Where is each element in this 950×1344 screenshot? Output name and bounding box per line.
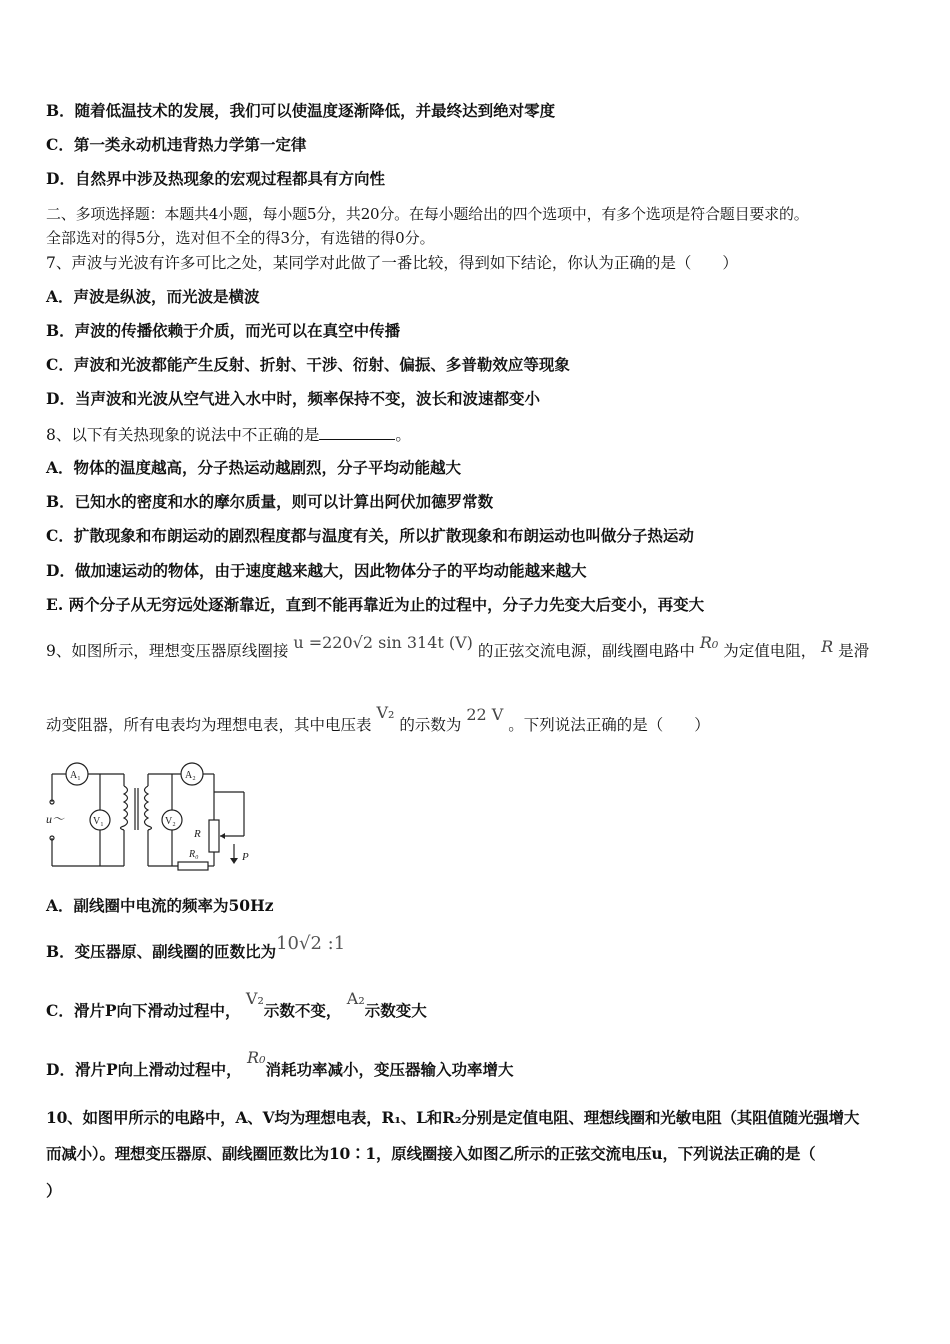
q9-text-3: 为定值电阻， bbox=[723, 642, 817, 660]
section2-header-line2: 全部选对的得5分，选对但不全的得3分，有选错的得0分。 bbox=[46, 229, 435, 247]
q8-option-b: B．已知水的密度和水的摩尔质量，则可以计算出阿伏加德罗常数 bbox=[46, 492, 494, 511]
q9-option-b-text: B．变压器原、副线圈的匝数比为 bbox=[46, 942, 277, 961]
q10-stem-line2: 而减小）。理想变压器原、副线圈匝数比为10∶1，原线圈接入如图乙所示的正弦交流电压u，下列说法正确的是（ bbox=[46, 1144, 816, 1163]
circuit-r0-label: R₀ bbox=[189, 849, 199, 860]
q9-option-c-text-1: C．滑片P向下滑动过程中， bbox=[46, 1001, 241, 1020]
q9-turns-ratio: 10√2 :1 bbox=[276, 933, 346, 954]
q7-option-b: B．声波的传播依赖于介质，而光可以在真空中传播 bbox=[46, 321, 401, 340]
q7-stem: 7、声波与光波有许多可比之处，某同学对此做了一番比较，得到如下结论，你认为正确的是（ ） bbox=[46, 254, 738, 272]
q8-option-a: A．物体的温度越高，分子热运动越剧烈，分子平均动能越大 bbox=[46, 458, 462, 477]
q9-option-d bbox=[46, 1048, 910, 1081]
q9-option-d-text-2: 消耗功率减小，变压器输入功率增大 bbox=[265, 1060, 514, 1079]
q9-option-c-text-3: 示数变大 bbox=[364, 1001, 427, 1020]
q9-r-symbol: R bbox=[821, 637, 834, 656]
q9-r0-symbol: R₀ bbox=[699, 633, 719, 652]
q9-v2-value: 22 V bbox=[466, 705, 504, 724]
q8-stem-end: 。 bbox=[395, 426, 411, 444]
q8-option-c: C．扩散现象和布朗运动的剧烈程度都与温度有关，所以扩散现象和布朗运动也叫做分子热运动 bbox=[46, 526, 694, 545]
q8-stem bbox=[46, 423, 910, 446]
q9-option-a: A．副线圈中电流的频率为50Hz bbox=[46, 896, 274, 915]
q10-stem-line1: 10、如图甲所示的电路中，A、V均为理想电表，R₁、L和R₂分别是定值电阻、理想线圈和光敏电阻（其阻值随光强增大 bbox=[46, 1108, 860, 1127]
q6-option-d: D．自然界中涉及热现象的宏观过程都具有方向性 bbox=[46, 169, 385, 188]
q6-option-c: C．第一类永动机违背热力学第一定律 bbox=[46, 135, 307, 154]
q9-option-d-r0: R₀ bbox=[247, 1048, 266, 1067]
q8-answer-blank bbox=[319, 423, 395, 440]
q7-option-d: D．当声波和光波从空气进入水中时，频率保持不变，波长和波速都变小 bbox=[46, 389, 540, 408]
q9-text-1: 9、如图所示，理想变压器原线圈接 bbox=[46, 642, 289, 660]
section2-header-line1: 二、多项选择题：本题共4小题，每小题5分，共20分。在每小题给出的四个选项中，有多个选项是符合题目要求的。 bbox=[46, 205, 809, 223]
q9-text-4: 是滑 bbox=[838, 642, 870, 660]
circuit-a1-label: A₁ bbox=[70, 770, 81, 781]
q8-option-d: D．做加速运动的物体，由于速度越来越大，因此物体分子的平均动能越来越大 bbox=[46, 561, 587, 580]
q9-option-c-text-2: 示数不变， bbox=[263, 1001, 342, 1020]
q7-option-c: C．声波和光波都能产生反射、折射、干涉、衍射、偏振、多普勒效应等现象 bbox=[46, 355, 570, 374]
q9-option-c-v2: V₂ bbox=[245, 989, 264, 1008]
q7-option-a: A．声波是纵波，而光波是横波 bbox=[46, 287, 260, 306]
q9-stem-line2 bbox=[46, 703, 910, 736]
q9-option-c bbox=[46, 989, 910, 1022]
q9-option-b bbox=[46, 933, 910, 963]
circuit-p-label: P bbox=[242, 851, 249, 863]
q6-option-b: B．随着低温技术的发展，我们可以使温度逐渐降低，并最终达到绝对零度 bbox=[46, 101, 556, 120]
q9-option-d-text-1: D．滑片P向上滑动过程中， bbox=[46, 1060, 242, 1079]
q10-stem-line3: ） bbox=[46, 1181, 62, 1200]
q9-text-7: 。下列说法正确的是（ ） bbox=[508, 716, 710, 734]
q9-stem-line1 bbox=[46, 633, 910, 662]
q8-option-e: E. 两个分子从无穷远处逐渐靠近，直到不能再靠近为止的过程中，分子力先变大后变小，再变大 bbox=[46, 595, 705, 614]
q9-text-2: 的正弦交流电源，副线圈电路中 bbox=[477, 642, 695, 660]
q8-stem-text: 8、以下有关热现象的说法中不正确的是 bbox=[46, 426, 320, 444]
circuit-r-label: R bbox=[194, 828, 201, 840]
circuit-u-label: u～ bbox=[46, 812, 65, 826]
circuit-v1-label: V₁ bbox=[93, 816, 104, 827]
q9-option-c-a2: A₂ bbox=[346, 989, 365, 1008]
q9-voltage-formula: u =220√2 sin 314t (V) bbox=[293, 633, 473, 652]
q9-text-5: 动变阻器，所有电表均为理想电表，其中电压表 bbox=[46, 716, 372, 734]
q9-circuit-diagram bbox=[44, 760, 259, 872]
circuit-v2-label: V₂ bbox=[165, 816, 176, 827]
q9-v2-symbol: V₂ bbox=[376, 703, 395, 722]
q9-text-6: 的示数为 bbox=[399, 716, 462, 734]
circuit-a2-label: A₂ bbox=[185, 770, 196, 781]
